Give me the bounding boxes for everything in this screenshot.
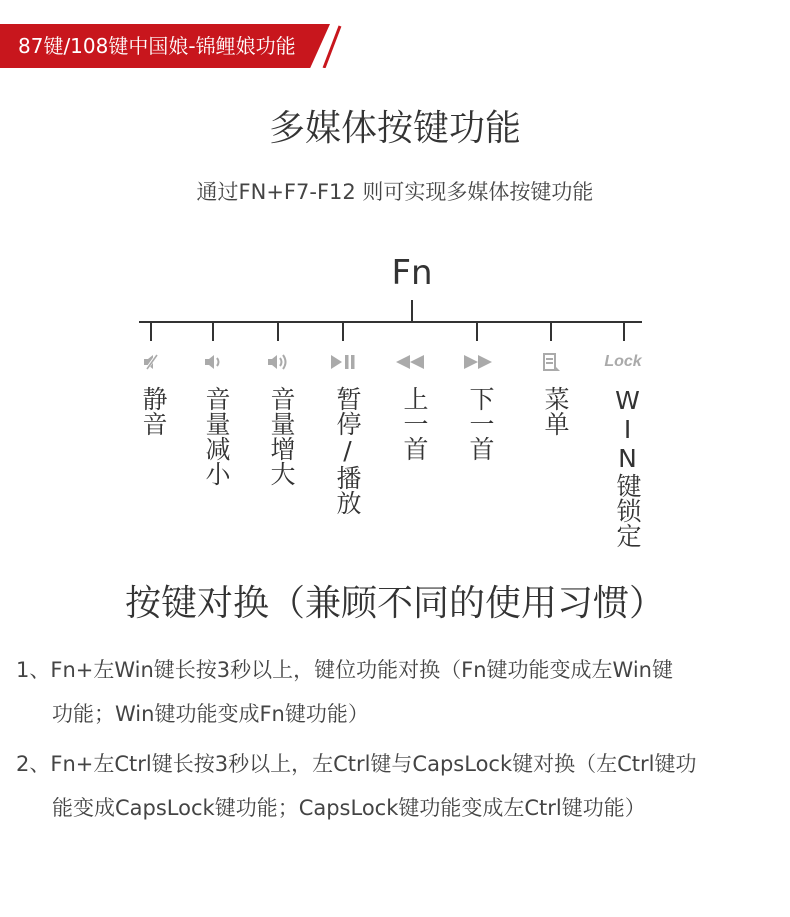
branch-tick bbox=[476, 321, 478, 341]
previous-track-icon bbox=[390, 350, 430, 374]
next-track-icon bbox=[458, 350, 498, 374]
swap-item-2-line-1: 2、Fn+左Ctrl键长按3秒以上，左Ctrl键与CapsLock键对换（左Ctrl键功 bbox=[16, 752, 697, 776]
play-pause-icon bbox=[323, 350, 363, 374]
lock-icon-text: Lock bbox=[604, 353, 642, 370]
lock-icon bbox=[598, 350, 648, 374]
branch-tick bbox=[623, 321, 625, 341]
key-label-previous: 上一首 bbox=[400, 386, 429, 461]
banner-title: 87键/108键中国娘-锦鲤娘功能 bbox=[18, 34, 296, 58]
swap-item-2-line-2: 能变成CapsLock键功能；CapsLock键功能变成左Ctrl键功能） bbox=[52, 796, 646, 820]
volume-up-icon bbox=[258, 350, 298, 374]
branch-tick bbox=[150, 321, 152, 341]
swap-item-1 bbox=[16, 648, 786, 736]
key-label-volume-up: 音量增大 bbox=[267, 386, 296, 486]
header-banner bbox=[0, 24, 790, 68]
volume-down-icon bbox=[193, 350, 233, 374]
banner-slash-decoration bbox=[318, 24, 358, 68]
multimedia-subtitle: 通过FN+F7-F12 则可实现多媒体按键功能 bbox=[196, 180, 594, 204]
swap-item-1-line-1: 1、Fn+左Win键长按3秒以上，键位功能对换（Fn键功能变成左Win键 bbox=[16, 658, 673, 682]
fn-stem-line bbox=[411, 300, 413, 322]
branch-tick bbox=[550, 321, 552, 341]
fn-branch-line bbox=[139, 321, 642, 323]
multimedia-title: 多媒体按键功能 bbox=[268, 108, 521, 149]
swap-item-1-line-2: 功能；Win键功能变成Fn键功能） bbox=[52, 702, 369, 726]
key-label-mute: 静音 bbox=[139, 386, 168, 436]
key-label-win-lock: WIN键锁定 bbox=[613, 386, 642, 548]
mute-icon bbox=[131, 350, 171, 374]
swap-item-2 bbox=[16, 742, 786, 830]
key-label-volume-down: 音量减小 bbox=[202, 386, 231, 486]
menu-icon bbox=[532, 350, 572, 374]
branch-tick bbox=[277, 321, 279, 341]
branch-tick bbox=[212, 321, 214, 341]
key-label-next: 下一首 bbox=[466, 386, 495, 461]
fn-label: Fn bbox=[391, 253, 433, 293]
branch-tick bbox=[342, 321, 344, 341]
key-swap-title: 按键对换（兼顾不同的使用习惯） bbox=[124, 583, 665, 624]
key-label-play-pause: 暂停/播放 bbox=[333, 386, 362, 515]
key-label-menu: 菜单 bbox=[541, 386, 570, 436]
